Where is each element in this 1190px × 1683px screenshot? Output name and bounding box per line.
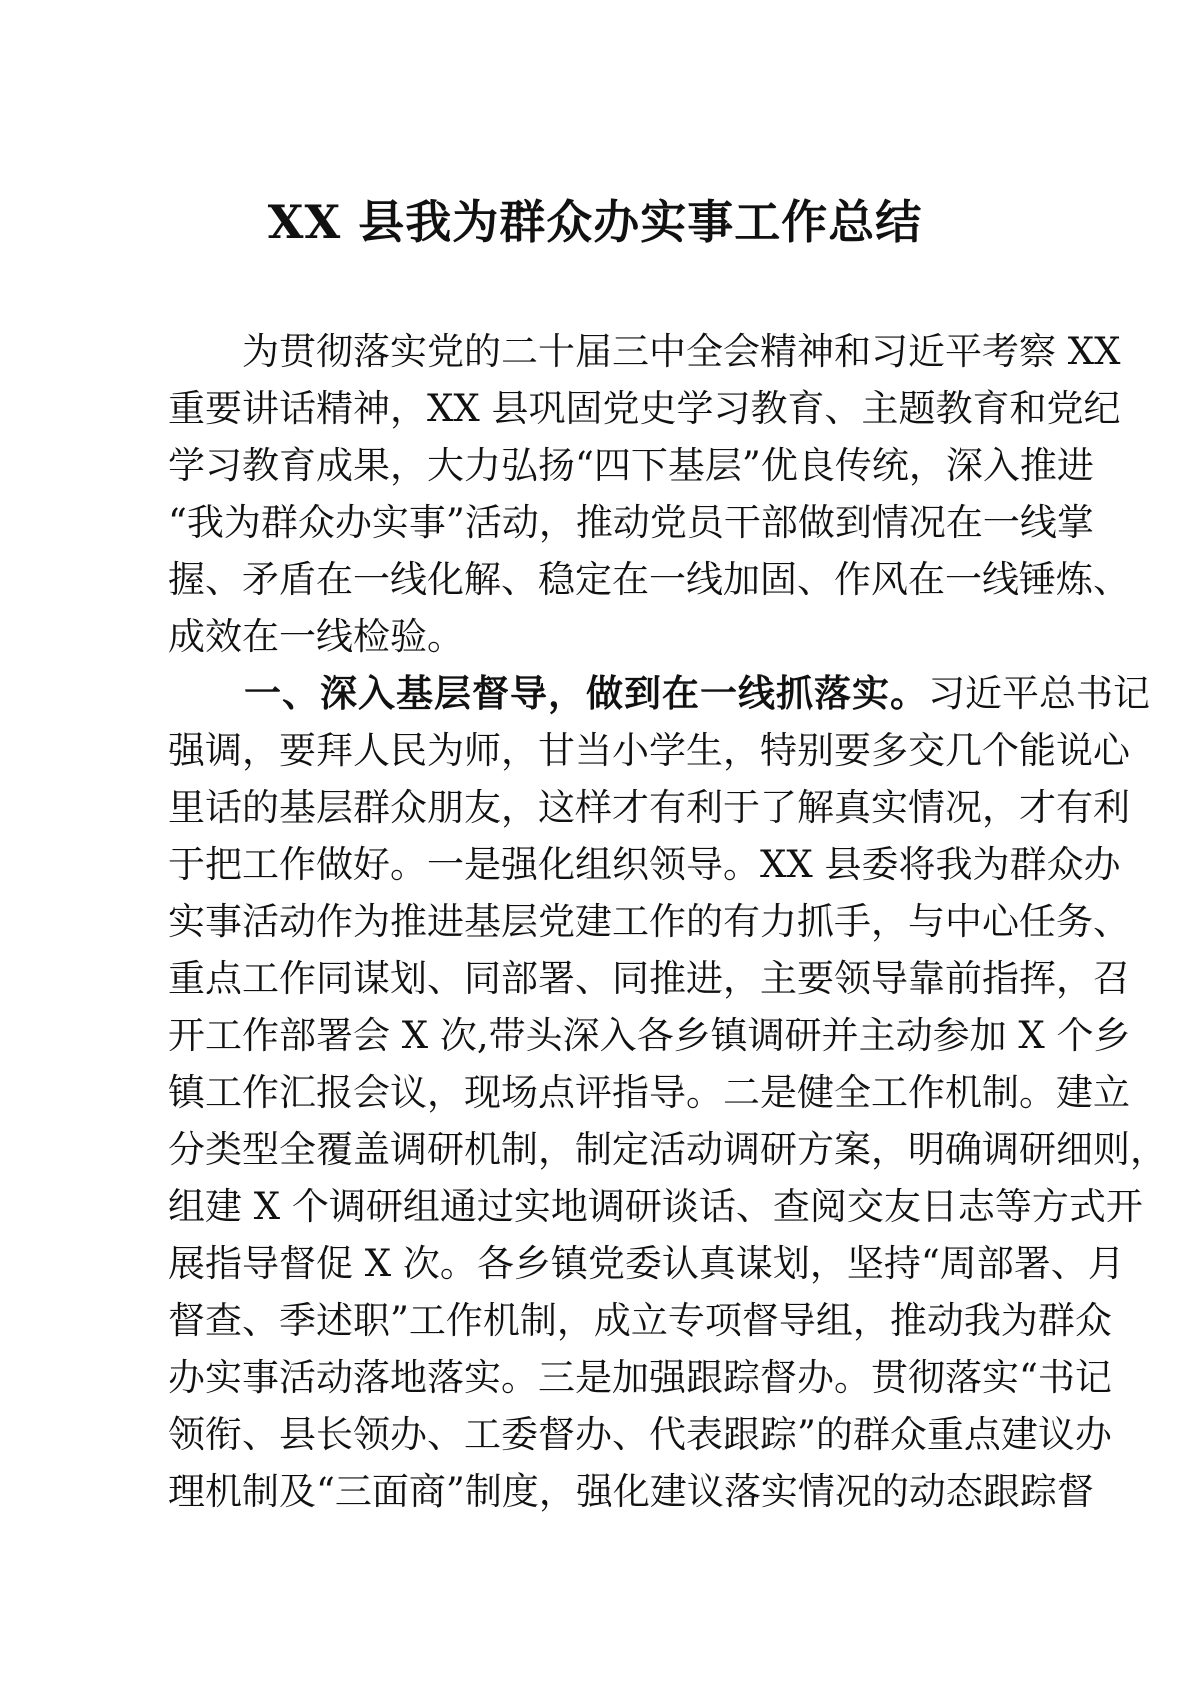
body-line bbox=[168, 1349, 1112, 1406]
line-text-segment: 习近平总书记 bbox=[928, 672, 1150, 715]
line-text-segment: 重要讲话精神，XX 县巩固党史学习教育、主题教育和党纪 bbox=[168, 387, 1121, 430]
body-line bbox=[168, 836, 1121, 893]
line-text-segment: 领衔、县长领办、工委督办、代表跟踪”的群众重点建议办 bbox=[168, 1413, 1112, 1456]
line-text-segment: 学习教育成果，大力弘扬“四下基层”优良传统，深入推进 bbox=[168, 444, 1094, 487]
body-line bbox=[168, 1121, 1167, 1178]
body-line bbox=[168, 1178, 1143, 1235]
line-text-segment: 开工作部署会 X 次,带头深入各乡镇调研并主动参加 X 个乡 bbox=[168, 1014, 1131, 1057]
body-line bbox=[168, 1007, 1131, 1064]
body-line bbox=[168, 380, 1121, 437]
body-line bbox=[168, 722, 1130, 779]
line-text-segment: 督查、季述职”工作机制，成立专项督导组，推动我为群众 bbox=[168, 1299, 1112, 1342]
line-text-segment: 为贯彻落实党的二十届三中全会精神和习近平考察 XX bbox=[168, 330, 1121, 373]
body-line bbox=[168, 1292, 1112, 1349]
line-bold-segment: 一、深入基层督导，做到在一线抓落实。 bbox=[168, 672, 928, 715]
body-line bbox=[168, 1064, 1130, 1121]
body-line bbox=[168, 494, 1094, 551]
line-text-segment: 强调，要拜人民为师，甘当小学生，特别要多交几个能说心 bbox=[168, 729, 1130, 772]
line-text-segment: “我为群众办实事”活动，推动党员干部做到情况在一线掌 bbox=[168, 501, 1094, 544]
body-line bbox=[168, 437, 1094, 494]
page-title: XX 县我为群众办实事工作总结 bbox=[267, 195, 923, 249]
document-body bbox=[168, 323, 1167, 1520]
body-line bbox=[168, 551, 1130, 608]
line-text-segment: 理机制及“三面商”制度，强化建议落实情况的动态跟踪督 bbox=[168, 1470, 1094, 1513]
body-line bbox=[168, 1463, 1094, 1520]
body-line bbox=[168, 665, 1150, 722]
body-line bbox=[168, 1235, 1125, 1292]
line-text-segment: 展指导督促 X 次。各乡镇党委认真谋划，坚持“周部署、月 bbox=[168, 1242, 1125, 1285]
line-text-segment: 于把工作做好。一是强化组织领导。XX 县委将我为群众办 bbox=[168, 843, 1121, 886]
line-text-segment: 组建 X 个调研组通过实地调研谈话、查阅交友日志等方式开 bbox=[168, 1185, 1143, 1228]
body-line bbox=[168, 1406, 1112, 1463]
line-text-segment: 重点工作同谋划、同部署、同推进，主要领导靠前指挥，召 bbox=[168, 957, 1130, 1000]
line-text-segment: 握、矛盾在一线化解、稳定在一线加固、作风在一线锤炼、 bbox=[168, 558, 1130, 601]
line-text-segment: 实事活动作为推进基层党建工作的有力抓手，与中心任务、 bbox=[168, 900, 1130, 943]
line-text-segment: 办实事活动落地落实。三是加强跟踪督办。贯彻落实“书记 bbox=[168, 1356, 1112, 1399]
body-line bbox=[168, 893, 1130, 950]
line-text-segment: 成效在一线检验。 bbox=[168, 615, 464, 658]
body-line bbox=[168, 779, 1130, 836]
body-line bbox=[168, 608, 1016, 665]
line-text-segment: 镇工作汇报会议，现场点评指导。二是健全工作机制。建立 bbox=[168, 1071, 1130, 1114]
body-line bbox=[168, 950, 1130, 1007]
line-text-segment: 里话的基层群众朋友，这样才有利于了解真实情况，才有利 bbox=[168, 786, 1130, 829]
line-text-segment: 分类型全覆盖调研机制，制定活动调研方案，明确调研细则， bbox=[168, 1128, 1167, 1171]
body-line bbox=[168, 323, 1121, 380]
